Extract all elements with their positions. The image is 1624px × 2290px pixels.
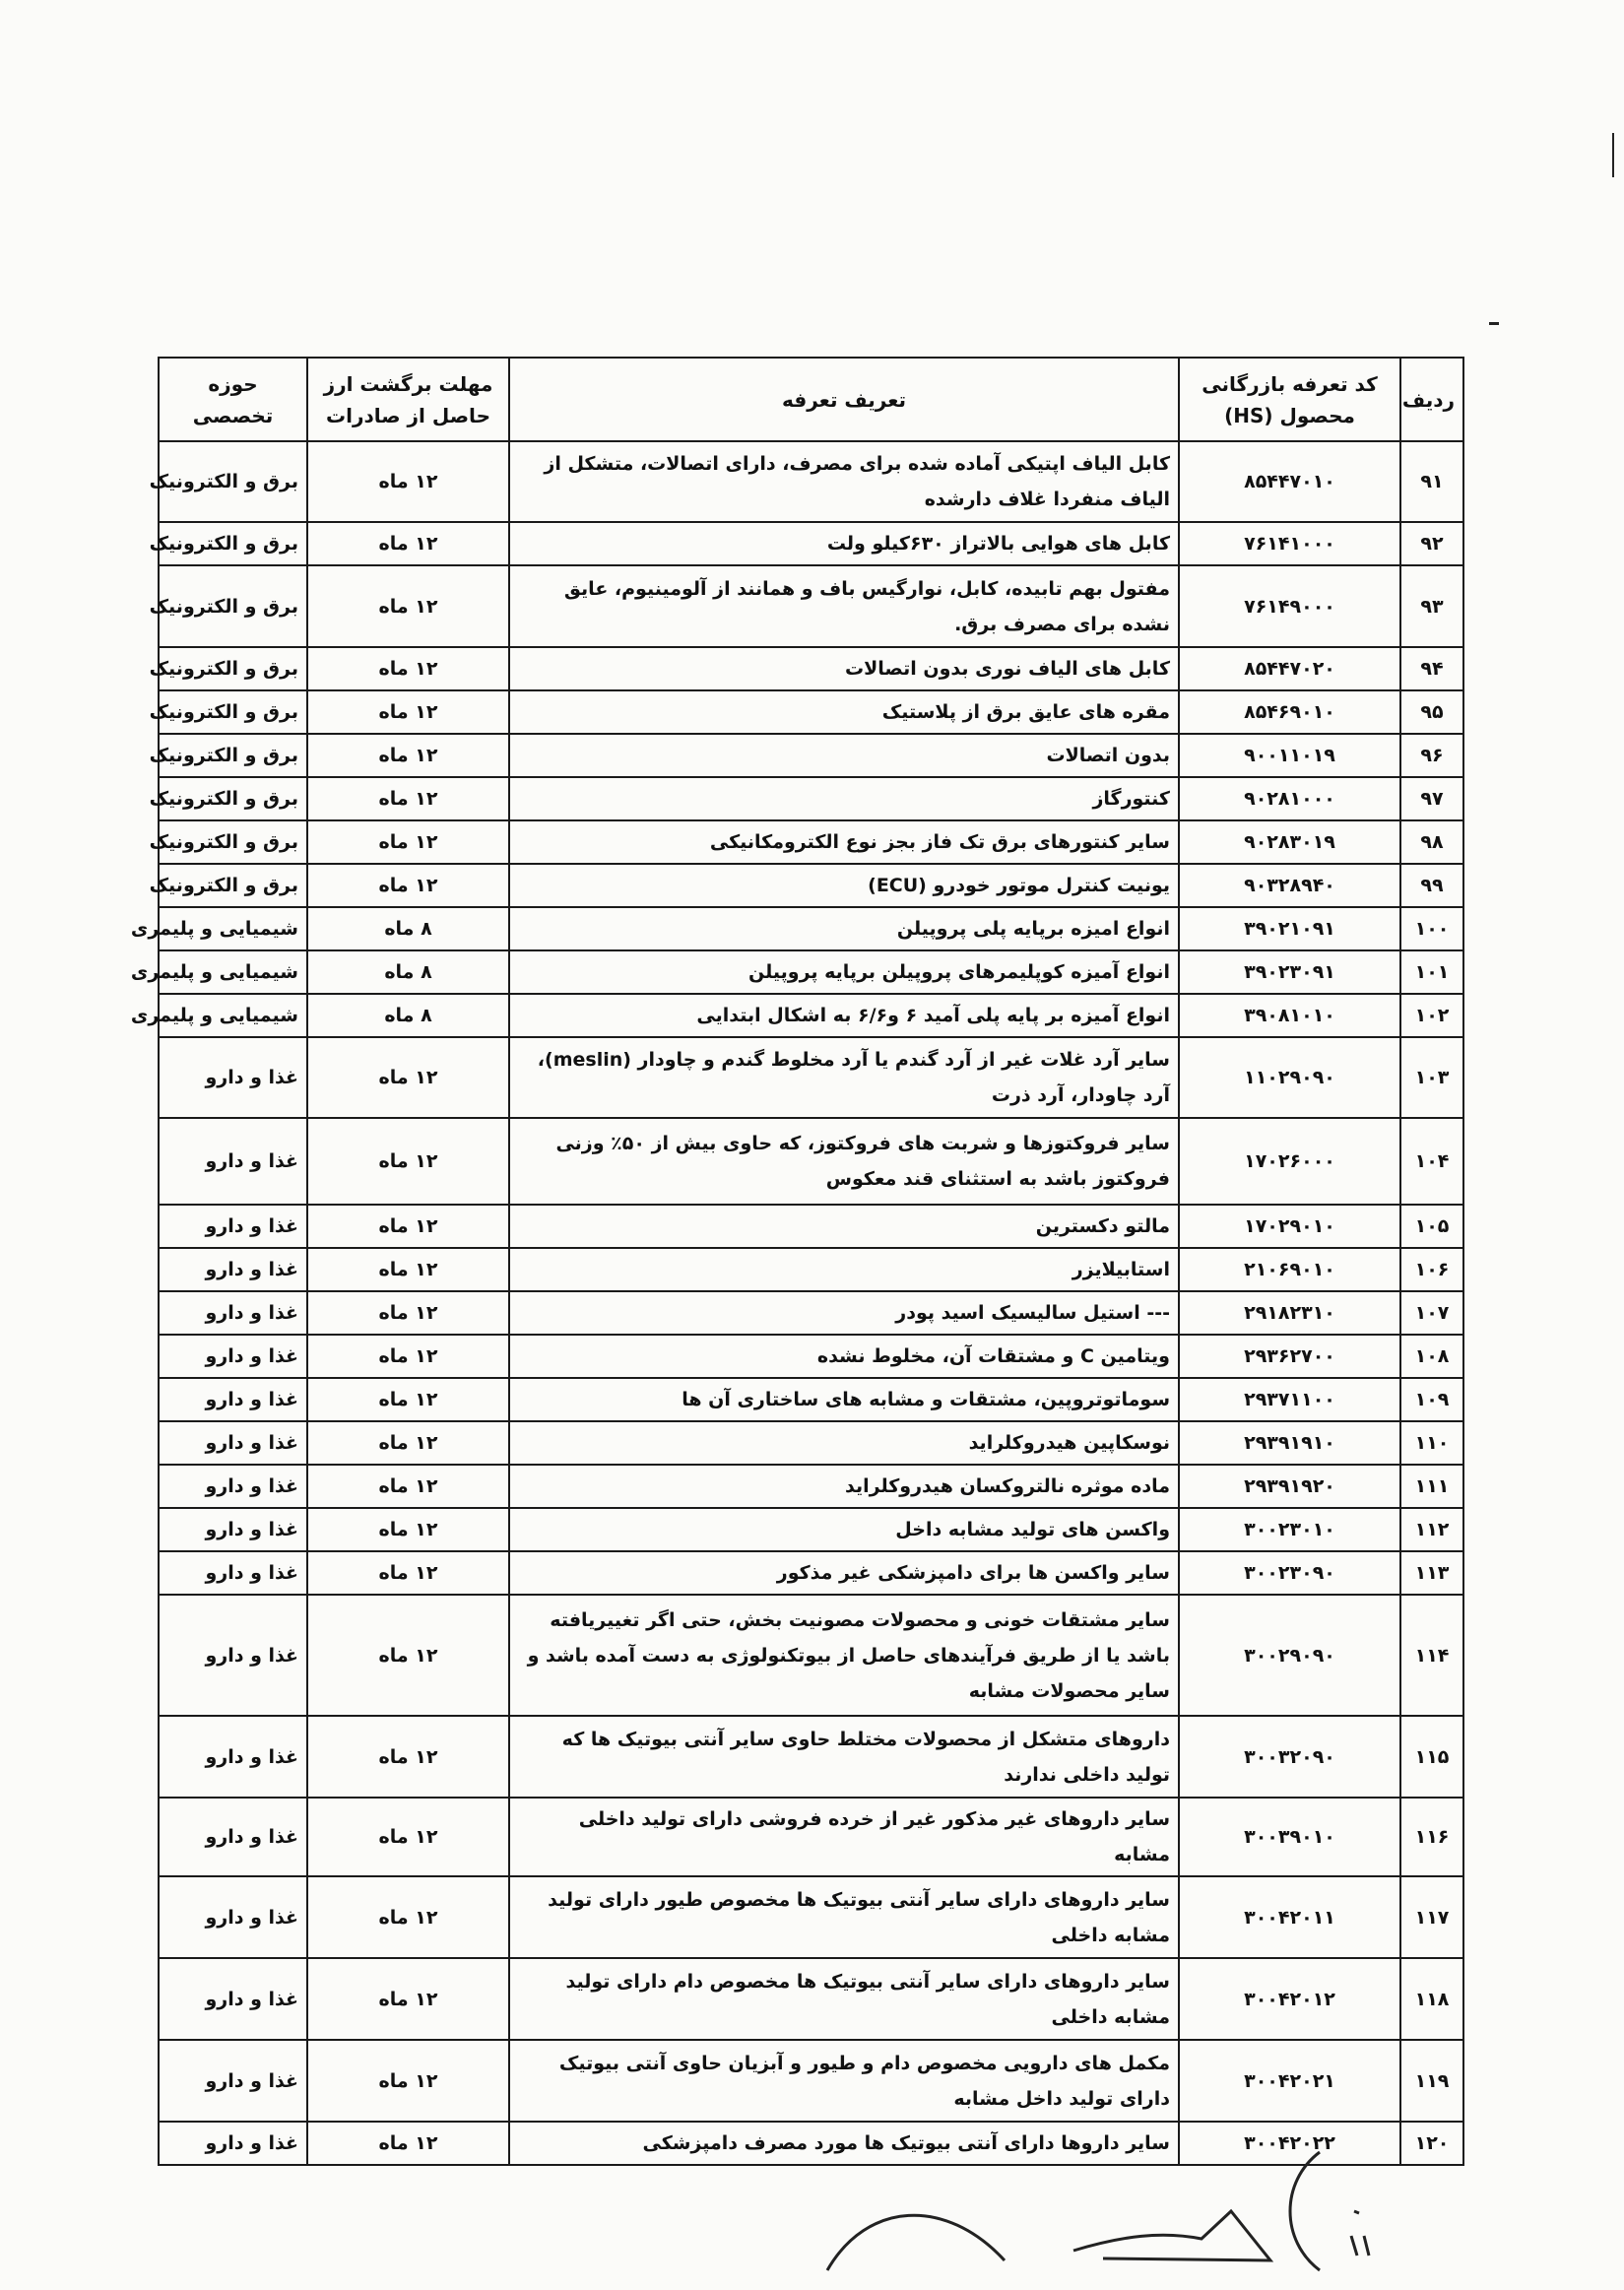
tariff-table [130, 357, 1464, 2166]
row-number-cell: ۱۱۰ [1400, 1421, 1463, 1465]
description-cell: انواع امیزه برپایه پلی پروپیلن [509, 907, 1179, 950]
table-row [159, 1421, 1463, 1465]
row-number-cell: ۱۱۱ [1400, 1465, 1463, 1508]
table-row [159, 647, 1463, 690]
hs-code-cell: ۳۹۰۲۱۰۹۱ [1179, 907, 1400, 950]
hs-code-cell: ۹۰۰۱۱۰۱۹ [1179, 734, 1400, 777]
repatriation-term-cell: ۱۲ ماه [307, 1508, 509, 1551]
row-number-cell: ۱۱۷ [1400, 1876, 1463, 1958]
repatriation-term-cell: ۸ ماه [307, 907, 509, 950]
specialty-field-cell: غذا و دارو [159, 2040, 307, 2122]
hs-code-cell: ۳۰۰۴۲۰۱۲ [1179, 1958, 1400, 2040]
specialty-field-cell: غذا و دارو [159, 1798, 307, 1876]
table-row [159, 907, 1463, 950]
specialty-field-cell: غذا و دارو [159, 1118, 307, 1205]
row-number-cell: ۹۹ [1400, 864, 1463, 907]
specialty-field-cell: غذا و دارو [159, 1508, 307, 1551]
scan-edge-mark [1612, 133, 1614, 177]
hs-code-cell: ۲۹۳۷۱۱۰۰ [1179, 1378, 1400, 1421]
description-cell: مکمل های دارویی مخصوص دام و طیور و آبزیان حاوی آنتی بیوتیک دارای تولید داخل مشابه [509, 2040, 1179, 2122]
description-cell: سایر کنتورهای برق تک فاز بجز نوع الکترومکانیکی [509, 820, 1179, 864]
description-cell: نوسکاپین هیدروکلراید [509, 1421, 1179, 1465]
table-row [159, 1291, 1463, 1335]
repatriation-term-cell: ۱۲ ماه [307, 1595, 509, 1716]
description-cell: کابل های هوایی بالاتراز ۶۳۰کیلو ولت [509, 522, 1179, 565]
row-number-cell: ۱۲۰ [1400, 2122, 1463, 2165]
hs-code-cell: ۲۹۱۸۲۳۱۰ [1179, 1291, 1400, 1335]
row-number-cell: ۱۱۸ [1400, 1958, 1463, 2040]
table-row [159, 994, 1463, 1037]
hs-code-cell: ۹۰۳۲۸۹۴۰ [1179, 864, 1400, 907]
repatriation-term-cell: ۱۲ ماه [307, 1248, 509, 1291]
hs-code-cell: ۷۶۱۴۱۰۰۰ [1179, 522, 1400, 565]
description-cell: --- استیل سالیسیک اسید پودر [509, 1291, 1179, 1335]
description-cell: کابل الیاف اپتیکی آماده شده برای مصرف، دارای اتصالات، متشکل از الیاف منفردا غلاف دارشده [509, 441, 1179, 522]
specialty-field-cell: برق و الکترونیک [159, 522, 307, 565]
specialty-field-cell: برق و الکترونیک [159, 734, 307, 777]
row-number-cell: ۱۱۵ [1400, 1716, 1463, 1798]
description-cell: سایر داروهای دارای سایر آنتی بیوتیک ها مخصوص دام دارای تولید مشابه داخلی [509, 1958, 1179, 2040]
specialty-field-cell: غذا و دارو [159, 1958, 307, 2040]
row-number-cell: ۱۰۷ [1400, 1291, 1463, 1335]
specialty-field-cell: برق و الکترونیک [159, 864, 307, 907]
hs-code-cell: ۳۰۰۳۲۰۹۰ [1179, 1716, 1400, 1798]
row-number-cell: ۱۰۴ [1400, 1118, 1463, 1205]
specialty-field-cell: غذا و دارو [159, 2122, 307, 2165]
repatriation-term-cell: ۱۲ ماه [307, 1876, 509, 1958]
row-number-cell: ۱۱۶ [1400, 1798, 1463, 1876]
row-number-cell: ۹۸ [1400, 820, 1463, 864]
repatriation-term-cell: ۱۲ ماه [307, 690, 509, 734]
description-cell: استابیلایزر [509, 1248, 1179, 1291]
description-cell: ویتامین C و مشتقات آن، مخلوط نشده [509, 1335, 1179, 1378]
repatriation-term-cell: ۱۲ ماه [307, 441, 509, 522]
specialty-field-cell: غذا و دارو [159, 1037, 307, 1118]
hs-code-cell: ۲۹۳۹۱۹۲۰ [1179, 1465, 1400, 1508]
specialty-field-cell: برق و الکترونیک [159, 441, 307, 522]
specialty-field-cell: غذا و دارو [159, 1378, 307, 1421]
specialty-field-cell: غذا و دارو [159, 1716, 307, 1798]
row-number-cell: ۱۰۰ [1400, 907, 1463, 950]
description-cell: انواع آمیزه بر پایه پلی آمید ۶ و۶/۶ به اشکال ابتدایی [509, 994, 1179, 1037]
table-row [159, 1205, 1463, 1248]
hs-code-cell: ۹۰۲۸۳۰۱۹ [1179, 820, 1400, 864]
specialty-field-cell: غذا و دارو [159, 1421, 307, 1465]
table-row [159, 522, 1463, 565]
table-row [159, 1465, 1463, 1508]
repatriation-term-cell: ۱۲ ماه [307, 1958, 509, 2040]
repatriation-term-cell: ۱۲ ماه [307, 1205, 509, 1248]
row-number-cell: ۹۷ [1400, 777, 1463, 820]
repatriation-term-cell: ۱۲ ماه [307, 1465, 509, 1508]
row-number-cell: ۱۰۱ [1400, 950, 1463, 994]
hs-code-cell: ۱۷۰۲۹۰۱۰ [1179, 1205, 1400, 1248]
row-number-cell: ۱۱۴ [1400, 1595, 1463, 1716]
description-cell: کابل های الیاف نوری بدون اتصالات [509, 647, 1179, 690]
hs-code-cell: ۷۶۱۴۹۰۰۰ [1179, 565, 1400, 647]
row-number-cell: ۱۰۹ [1400, 1378, 1463, 1421]
repatriation-term-cell: ۱۲ ماه [307, 1335, 509, 1378]
row-number-cell: ۹۳ [1400, 565, 1463, 647]
description-cell: مقره های عایق برق از پلاستیک [509, 690, 1179, 734]
table-row [159, 1335, 1463, 1378]
specialty-field-cell: شیمیایی و پلیمری [159, 994, 307, 1037]
description-cell: سایر داروهای دارای سایر آنتی بیوتیک ها مخصوص طیور دارای تولید مشابه داخلی [509, 1876, 1179, 1958]
hs-code-cell: ۳۹۰۲۳۰۹۱ [1179, 950, 1400, 994]
specialty-field-cell: شیمیایی و پلیمری [159, 950, 307, 994]
hs-code-cell: ۳۰۰۲۹۰۹۰ [1179, 1595, 1400, 1716]
table-row [159, 734, 1463, 777]
signature-drawing [808, 2142, 1418, 2280]
table-row [159, 1037, 1463, 1118]
table-row [159, 820, 1463, 864]
row-number-cell: ۱۰۶ [1400, 1248, 1463, 1291]
repatriation-term-cell: ۱۲ ماه [307, 1798, 509, 1876]
repatriation-term-cell: ۱۲ ماه [307, 820, 509, 864]
specialty-field-cell: غذا و دارو [159, 1205, 307, 1248]
description-cell: مفتول بهم تابیده، کابل، نوارگیس باف و همانند از آلومینیوم، عایق نشده برای مصرف برق. [509, 565, 1179, 647]
repatriation-term-cell: ۱۲ ماه [307, 1291, 509, 1335]
repatriation-term-cell: ۱۲ ماه [307, 2040, 509, 2122]
table-row [159, 1378, 1463, 1421]
hs-code-cell: ۲۱۰۶۹۰۱۰ [1179, 1248, 1400, 1291]
row-number-cell: ۹۱ [1400, 441, 1463, 522]
header-description: تعریف تعرفه [509, 358, 1179, 441]
hs-code-cell: ۳۰۰۴۲۰۱۱ [1179, 1876, 1400, 1958]
description-cell: مالتو دکسترین [509, 1205, 1179, 1248]
hs-code-cell: ۳۰۰۲۳۰۹۰ [1179, 1551, 1400, 1595]
hs-code-cell: ۸۵۴۴۷۰۲۰ [1179, 647, 1400, 690]
repatriation-term-cell: ۱۲ ماه [307, 777, 509, 820]
table-row [159, 690, 1463, 734]
description-cell: ماده موثره نالتروکسان هیدروکلراید [509, 1465, 1179, 1508]
repatriation-term-cell: ۱۲ ماه [307, 522, 509, 565]
hs-code-cell: ۸۵۴۶۹۰۱۰ [1179, 690, 1400, 734]
specialty-field-cell: غذا و دارو [159, 1291, 307, 1335]
description-cell: واکسن های تولید مشابه داخل [509, 1508, 1179, 1551]
scan-dash-mark [1489, 322, 1499, 325]
description-cell: داروهای متشکل از محصولات مختلط حاوی سایر آنتی بیوتیک ها که تولید داخلی ندارند [509, 1716, 1179, 1798]
specialty-field-cell: برق و الکترونیک [159, 690, 307, 734]
table-row [159, 950, 1463, 994]
hs-code-cell: ۸۵۴۴۷۰۱۰ [1179, 441, 1400, 522]
table-row [159, 441, 1463, 522]
specialty-field-cell: برق و الکترونیک [159, 777, 307, 820]
table-row [159, 1551, 1463, 1595]
hs-code-cell: ۲۹۳۶۲۷۰۰ [1179, 1335, 1400, 1378]
description-cell: کنتورگاز [509, 777, 1179, 820]
hs-code-cell: ۱۱۰۲۹۰۹۰ [1179, 1037, 1400, 1118]
table-row [159, 1508, 1463, 1551]
description-cell: سایر داروهای غیر مذکور غیر از خرده فروشی دارای تولید داخلی مشابه [509, 1798, 1179, 1876]
hs-code-cell: ۹۰۲۸۱۰۰۰ [1179, 777, 1400, 820]
repatriation-term-cell: ۱۲ ماه [307, 565, 509, 647]
hs-code-cell: ۲۹۳۹۱۹۱۰ [1179, 1421, 1400, 1465]
repatriation-term-cell: ۱۲ ماه [307, 1037, 509, 1118]
row-number-cell: ۹۲ [1400, 522, 1463, 565]
header-row-number: ردیف [1400, 358, 1463, 441]
description-cell: بدون اتصالات [509, 734, 1179, 777]
description-cell: سایر واکسن ها برای دامپزشکی غیر مذکور [509, 1551, 1179, 1595]
repatriation-term-cell: ۱۲ ماه [307, 1551, 509, 1595]
table-row [159, 864, 1463, 907]
row-number-cell: ۱۰۸ [1400, 1335, 1463, 1378]
table-row [159, 1118, 1463, 1205]
hs-code-cell: ۳۰۰۳۹۰۱۰ [1179, 1798, 1400, 1876]
header-specialty-field: حوزه تخصصی [159, 358, 307, 441]
specialty-field-cell: برق و الکترونیک [159, 565, 307, 647]
specialty-field-cell: برق و الکترونیک [159, 647, 307, 690]
header-repatriation-term: مهلت برگشت ارز حاصل از صادرات [307, 358, 509, 441]
specialty-field-cell: غذا و دارو [159, 1248, 307, 1291]
specialty-field-cell: شیمیایی و پلیمری [159, 907, 307, 950]
table-row [159, 1798, 1463, 1876]
row-number-cell: ۱۰۲ [1400, 994, 1463, 1037]
description-cell: سایر داروها دارای آنتی بیوتیک ها مورد مصرف دامپزشکی [509, 2122, 1179, 2165]
table-row [159, 565, 1463, 647]
row-number-cell: ۹۵ [1400, 690, 1463, 734]
row-number-cell: ۹۶ [1400, 734, 1463, 777]
specialty-field-cell: غذا و دارو [159, 1876, 307, 1958]
table-row [159, 1248, 1463, 1291]
repatriation-term-cell: ۱۲ ماه [307, 2122, 509, 2165]
description-cell: انواع آمیزه کوپلیمرهای پروپیلن برپایه پروپیلن [509, 950, 1179, 994]
repatriation-term-cell: ۱۲ ماه [307, 734, 509, 777]
hs-code-cell: ۳۹۰۸۱۰۱۰ [1179, 994, 1400, 1037]
description-cell: سایر فروکتوزها و شربت های فروکتوز، که حاوی بیش از ۵۰٪ وزنی فروکتوز باشد به استثنای قند معکوس [509, 1118, 1179, 1205]
specialty-field-cell: غذا و دارو [159, 1465, 307, 1508]
hs-code-cell: ۳۰۰۴۲۰۲۱ [1179, 2040, 1400, 2122]
specialty-field-cell: غذا و دارو [159, 1551, 307, 1595]
repatriation-term-cell: ۱۲ ماه [307, 1421, 509, 1465]
header-row [159, 358, 1463, 441]
description-cell: یونیت کنترل موتور خودرو (ECU) [509, 864, 1179, 907]
row-number-cell: ۱۰۳ [1400, 1037, 1463, 1118]
specialty-field-cell: غذا و دارو [159, 1595, 307, 1716]
repatriation-term-cell: ۱۲ ماه [307, 864, 509, 907]
table-row [159, 1716, 1463, 1798]
repatriation-term-cell: ۱۲ ماه [307, 1716, 509, 1798]
table-row [159, 777, 1463, 820]
hs-code-cell: ۳۰۰۴۲۰۲۲ [1179, 2122, 1400, 2165]
header-hs-code: کد تعرفه بازرگانی محصول (HS) [1179, 358, 1400, 441]
row-number-cell: ۱۱۲ [1400, 1508, 1463, 1551]
specialty-field-cell: غذا و دارو [159, 1335, 307, 1378]
row-number-cell: ۹۴ [1400, 647, 1463, 690]
table-row [159, 1876, 1463, 1958]
repatriation-term-cell: ۱۲ ماه [307, 1118, 509, 1205]
hs-code-cell: ۳۰۰۲۳۰۱۰ [1179, 1508, 1400, 1551]
description-cell: سایر آرد غلات غیر از آرد گندم یا آرد مخلوط گندم و چاودار (meslin)، آرد چاودار، آرد ذرت [509, 1037, 1179, 1118]
row-number-cell: ۱۱۹ [1400, 2040, 1463, 2122]
repatriation-term-cell: ۸ ماه [307, 994, 509, 1037]
description-cell: سایر مشتقات خونی و محصولات مصونیت بخش، حتی اگر تغییریافته باشد یا از طریق فرآیندهای حاصل از بیوتکنولوژی به دست آمده باشد و سایر محصولات مشابه [509, 1595, 1179, 1716]
repatriation-term-cell: ۸ ماه [307, 950, 509, 994]
description-cell: سوماتوتروپین، مشتقات و مشابه های ساختاری آن ها [509, 1378, 1179, 1421]
repatriation-term-cell: ۱۲ ماه [307, 1378, 509, 1421]
table-body [130, 441, 1463, 2165]
row-number-cell: ۱۱۳ [1400, 1551, 1463, 1595]
row-number-cell: ۱۰۵ [1400, 1205, 1463, 1248]
table-row [159, 1958, 1463, 2040]
specialty-field-cell: برق و الکترونیک [159, 820, 307, 864]
table-row [159, 1595, 1463, 1716]
repatriation-term-cell: ۱۲ ماه [307, 647, 509, 690]
table-row [159, 2040, 1463, 2122]
hs-code-cell: ۱۷۰۲۶۰۰۰ [1179, 1118, 1400, 1205]
